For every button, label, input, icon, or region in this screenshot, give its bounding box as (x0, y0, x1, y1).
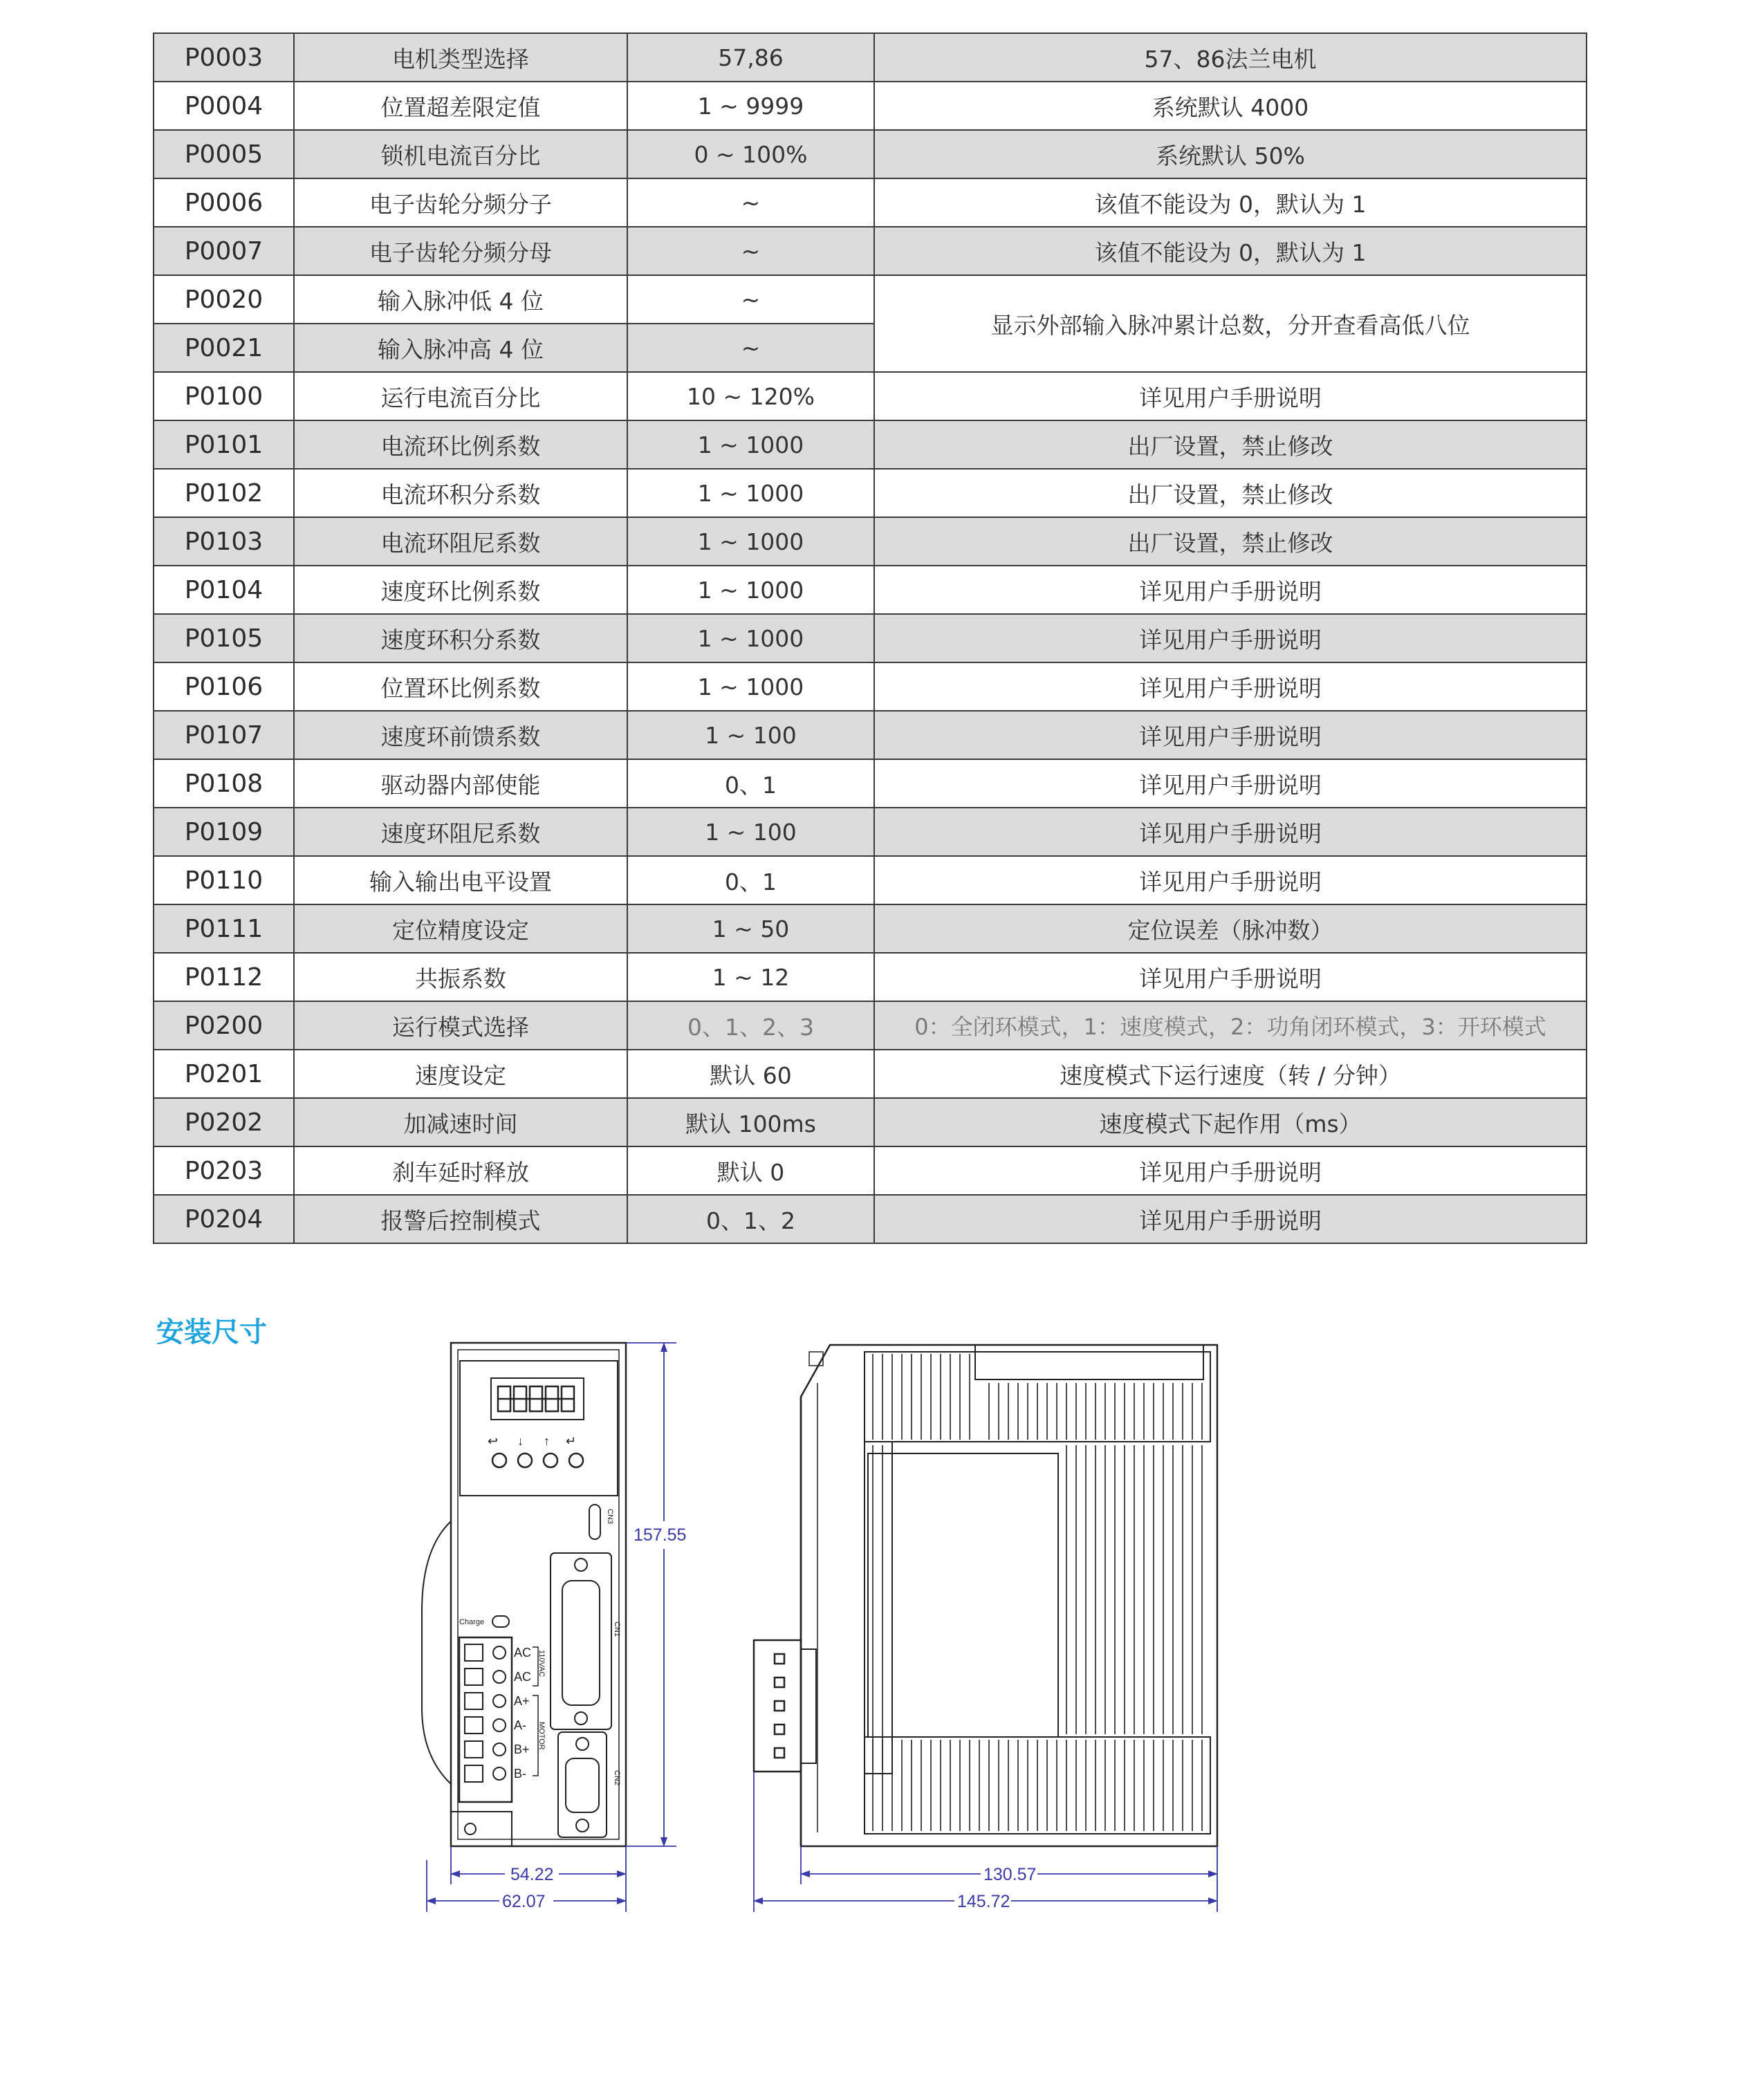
param-name-cell: 刹车延时释放 (294, 1146, 627, 1195)
param-range-cell: 1 ~ 1000 (627, 469, 874, 517)
key-enter-button (569, 1453, 583, 1467)
param-range-cell: 57,86 (627, 33, 874, 82)
param-code-cell: P0103 (154, 517, 294, 566)
key-up-icon: ↑ (544, 1434, 550, 1448)
param-code-cell: P0006 (154, 178, 294, 227)
param-name-cell: 电子齿轮分频分母 (294, 227, 627, 275)
param-range-cell: ~ (627, 324, 874, 372)
param-code-cell: P0111 (154, 904, 294, 953)
side-view (754, 1345, 1217, 1846)
param-name-cell: 输入脉冲高 4 位 (294, 324, 627, 372)
param-note-cell: 57、86法兰电机 (874, 33, 1587, 82)
param-note-cell: 详见用户手册说明 (874, 614, 1587, 662)
param-range-cell: 1 ~ 100 (627, 711, 874, 759)
param-note-cell: 详见用户手册说明 (874, 856, 1587, 904)
left-profile-curve (422, 1521, 451, 1784)
cn1-connector-icon (551, 1553, 611, 1729)
param-range-cell: 1 ~ 1000 (627, 566, 874, 614)
param-code-cell: P0004 (154, 82, 294, 130)
key-down-icon: ↓ (517, 1434, 524, 1448)
param-code-cell: P0021 (154, 324, 294, 372)
param-range-cell: 1 ~ 100 (627, 808, 874, 856)
param-note-cell: 详见用户手册说明 (874, 759, 1587, 808)
display-panel (460, 1361, 618, 1496)
key-back-button (492, 1453, 506, 1467)
param-code-cell: P0104 (154, 566, 294, 614)
param-range-cell: 1 ~ 1000 (627, 662, 874, 711)
param-note-cell: 详见用户手册说明 (874, 662, 1587, 711)
param-note-cell: 出厂设置，禁止修改 (874, 420, 1587, 469)
param-note-cell: 详见用户手册说明 (874, 1195, 1587, 1243)
param-name-cell: 电流环积分系数 (294, 469, 627, 517)
param-note-cell: 出厂设置，禁止修改 (874, 469, 1587, 517)
param-code-cell: P0100 (154, 372, 294, 420)
param-name-cell: 速度设定 (294, 1050, 627, 1098)
param-range-cell: 0、1 (627, 856, 874, 904)
cn3-port-icon (589, 1505, 600, 1539)
outer-width-dimension: 62.07 (502, 1892, 546, 1911)
param-name-cell: 电流环阻尼系数 (294, 517, 627, 566)
param-range-cell: ~ (627, 227, 874, 275)
param-note-cell: 速度模式下运行速度（转 / 分钟） (874, 1050, 1587, 1098)
param-note-cell: 详见用户手册说明 (874, 953, 1587, 1001)
front-dimensions (427, 1343, 676, 1912)
side-housing (801, 1345, 1217, 1846)
param-code-cell: P0203 (154, 1146, 294, 1195)
param-range-cell: 默认 0 (627, 1146, 874, 1195)
param-code-cell: P0007 (154, 227, 294, 275)
param-code-cell: P0005 (154, 130, 294, 178)
side-window (868, 1453, 1058, 1737)
param-code-cell: P0202 (154, 1098, 294, 1146)
key-down-button (518, 1453, 532, 1467)
height-dimension: 157.55 (634, 1525, 687, 1545)
param-note-cell: 详见用户手册说明 (874, 711, 1587, 759)
param-range-cell: 0 ~ 100% (627, 130, 874, 178)
param-name-cell: 定位精度设定 (294, 904, 627, 953)
param-name-cell: 运行模式选择 (294, 1001, 627, 1050)
param-range-cell: 1 ~ 1000 (627, 614, 874, 662)
param-name-cell: 速度环阻尼系数 (294, 808, 627, 856)
motor-label: MOTOR (537, 1722, 546, 1750)
param-name-cell: 共振系数 (294, 953, 627, 1001)
param-range-cell: 1 ~ 1000 (627, 420, 874, 469)
key-back-icon: ↩ (488, 1434, 499, 1448)
param-range-cell: 0、1 (627, 759, 874, 808)
b-minus-label: B- (514, 1767, 526, 1781)
param-note-cell: 详见用户手册说明 (874, 566, 1587, 614)
inner-width-dimension: 54.22 (510, 1865, 554, 1884)
ac1-label: AC (514, 1646, 532, 1660)
param-name-cell: 电流环比例系数 (294, 420, 627, 469)
param-code-cell: P0102 (154, 469, 294, 517)
param-note-cell: 系统默认 4000 (874, 82, 1587, 130)
param-name-cell: 速度环比例系数 (294, 566, 627, 614)
param-code-cell: P0105 (154, 614, 294, 662)
param-code-cell: P0109 (154, 808, 294, 856)
param-note-cell: 0：全闭环模式，1：速度模式，2：功角闭环模式，3：开环模式 (874, 1001, 1587, 1050)
param-range-cell: ~ (627, 275, 874, 324)
param-name-cell: 驱动器内部使能 (294, 759, 627, 808)
param-name-cell: 报警后控制模式 (294, 1195, 627, 1243)
ac2-label: AC (514, 1670, 532, 1684)
side-outer-dimension: 145.72 (957, 1892, 1010, 1911)
param-name-cell: 输入输出电平设置 (294, 856, 627, 904)
power-label: 110VAC (537, 1650, 546, 1678)
param-name-cell: 运行电流百分比 (294, 372, 627, 420)
key-up-button (544, 1453, 557, 1467)
param-name-cell: 位置环比例系数 (294, 662, 627, 711)
param-note-cell: 详见用户手册说明 (874, 1146, 1587, 1195)
param-name-cell: 输入脉冲低 4 位 (294, 275, 627, 324)
mounting-foot (451, 1812, 512, 1846)
keypad (492, 1453, 583, 1467)
param-name-cell: 电机类型选择 (294, 33, 627, 82)
param-code-cell: P0201 (154, 1050, 294, 1098)
param-range-cell: 默认 100ms (627, 1098, 874, 1146)
param-code-cell: P0110 (154, 856, 294, 904)
param-name-cell: 锁机电流百分比 (294, 130, 627, 178)
param-name-cell: 加减速时间 (294, 1098, 627, 1146)
param-code-cell: P0108 (154, 759, 294, 808)
param-note-cell: 显示外部输入脉冲累计总数，分开查看高低八位 (874, 275, 1587, 372)
a-minus-label: A- (514, 1718, 526, 1732)
cn3-label: CN3 (606, 1509, 614, 1525)
param-range-cell: 1 ~ 50 (627, 904, 874, 953)
terminal-screws (465, 1644, 506, 1782)
param-range-cell: 1 ~ 12 (627, 953, 874, 1001)
param-note-cell: 出厂设置，禁止修改 (874, 517, 1587, 566)
param-code-cell: P0107 (154, 711, 294, 759)
param-name-cell: 速度环积分系数 (294, 614, 627, 662)
param-name-cell: 位置超差限定值 (294, 82, 627, 130)
param-note-cell: 系统默认 50% (874, 130, 1587, 178)
param-code-cell: P0020 (154, 275, 294, 324)
a-plus-label: A+ (514, 1694, 530, 1708)
param-code-cell: P0200 (154, 1001, 294, 1050)
param-code-cell: P0003 (154, 33, 294, 82)
cn1-label: CN1 (613, 1622, 621, 1637)
param-code-cell: P0106 (154, 662, 294, 711)
param-note-cell: 该值不能设为 0，默认为 1 (874, 227, 1587, 275)
param-note-cell: 详见用户手册说明 (874, 808, 1587, 856)
side-terminal-block-icon (754, 1640, 801, 1772)
param-range-cell: 0、1、2 (627, 1195, 874, 1243)
key-enter-icon: ↵ (566, 1434, 577, 1448)
param-code-cell: P0101 (154, 420, 294, 469)
side-fins (873, 1354, 1202, 1831)
param-name-cell: 电子齿轮分频分子 (294, 178, 627, 227)
param-range-cell: 默认 60 (627, 1050, 874, 1098)
seven-segment-digits (498, 1386, 574, 1411)
param-note-cell: 该值不能设为 0，默认为 1 (874, 178, 1587, 227)
b-plus-label: B+ (514, 1743, 530, 1756)
section-title: 安装尺寸 (156, 1317, 267, 1348)
charge-led-icon (492, 1616, 509, 1627)
cn2-label: CN2 (613, 1770, 621, 1786)
param-note-cell: 详见用户手册说明 (874, 372, 1587, 420)
param-note-cell: 速度模式下起作用（ms） (874, 1098, 1587, 1146)
param-code-cell: P0204 (154, 1195, 294, 1243)
param-range-cell: ~ (627, 178, 874, 227)
param-note-cell: 定位误差（脉冲数） (874, 904, 1587, 953)
side-inner-dimension: 130.57 (983, 1865, 1037, 1884)
param-range-cell: 1 ~ 9999 (627, 82, 874, 130)
param-name-cell: 速度环前馈系数 (294, 711, 627, 759)
charge-label: Charge (459, 1618, 485, 1626)
param-range-cell: 1 ~ 1000 (627, 517, 874, 566)
param-range-cell: 10 ~ 120% (627, 372, 874, 420)
param-range-cell: 0、1、2、3 (627, 1001, 874, 1050)
side-dimensions (754, 1772, 1217, 1912)
param-code-cell: P0112 (154, 953, 294, 1001)
